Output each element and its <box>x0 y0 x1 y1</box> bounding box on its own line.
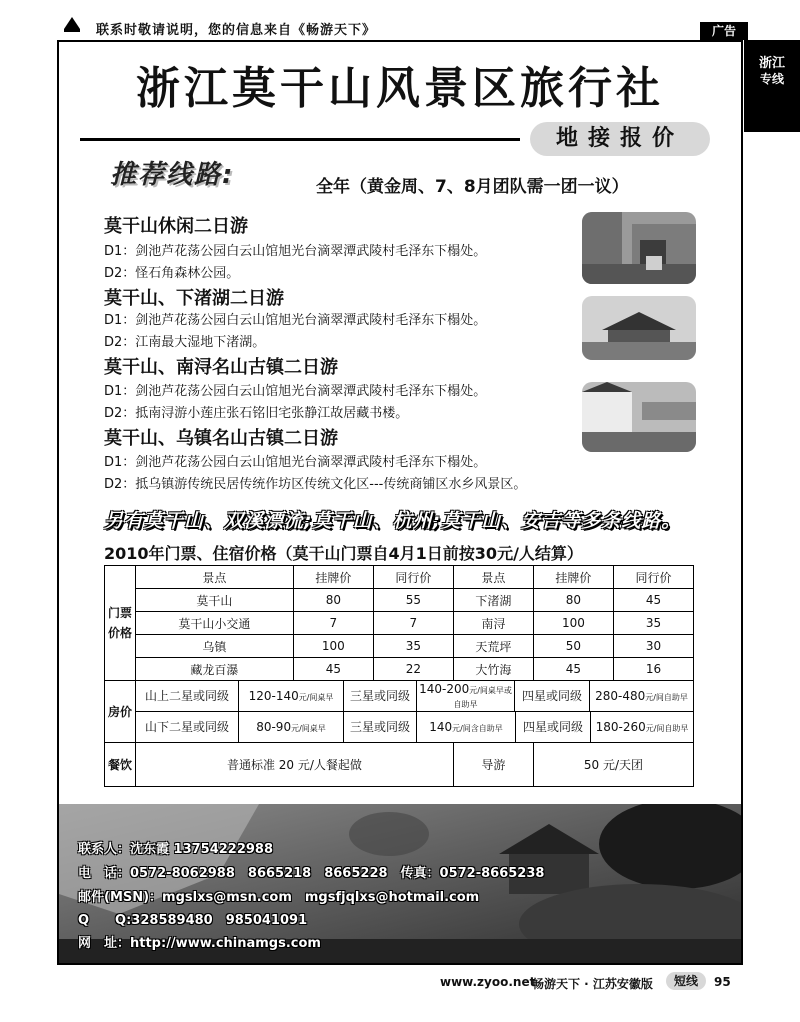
room-price-note: 元/间自助早 <box>645 693 688 702</box>
room-price <box>591 712 693 742</box>
trade-price: 16 <box>613 658 693 681</box>
ad-tag: 广告 <box>700 22 748 40</box>
room-price <box>417 712 516 742</box>
page-number: 95 <box>714 975 731 989</box>
photo-lake-pavilion <box>582 296 696 360</box>
trade-price: 7 <box>373 612 453 635</box>
contact-website: 网 址：http://www.chinamgs.com <box>78 936 321 951</box>
guide-price: 50 元/天团 <box>533 743 693 787</box>
trade-price: 30 <box>613 635 693 658</box>
room-class: 山上二星或同级 <box>136 681 239 711</box>
route-day2: D2：抵乌镇游传统民居传统作坊区传统文化区---传统商铺区水乡风景区。 <box>104 477 527 492</box>
attraction-name: 南浔 <box>453 612 533 635</box>
photo-ancient-well <box>582 212 696 284</box>
column-header: 挂牌价 <box>533 566 613 589</box>
attraction-name: 大竹海 <box>453 658 533 681</box>
route-title: 莫干山、乌镇名山古镇二日游 <box>104 428 338 449</box>
route-day2: D2：怪石角森林公园。 <box>104 266 240 281</box>
price-table <box>104 565 694 787</box>
contact-email: 邮件(MSN)：mgslxs@msn.com mgsfjqlxs@hotmail.com <box>78 890 480 905</box>
room-price-value: 140 <box>429 720 453 734</box>
list-price: 45 <box>533 658 613 681</box>
list-price: 100 <box>293 635 373 658</box>
attraction-name: 天荒坪 <box>453 635 533 658</box>
list-price: 80 <box>293 589 373 612</box>
trade-price: 22 <box>373 658 453 681</box>
section-badge: 短线 <box>666 972 706 990</box>
trade-price: 55 <box>373 589 453 612</box>
side-tab-zhejiang <box>744 40 800 132</box>
list-price: 100 <box>533 612 613 635</box>
table-row <box>105 635 694 658</box>
magazine-url: www.zyoo.net <box>440 975 536 989</box>
room-price-value: 80-90 <box>256 720 292 734</box>
source-note: 联系时敬请说明，您的信息来自《畅游天下》 <box>96 23 377 38</box>
side-tab-line1: 浙江 <box>758 56 785 71</box>
column-header: 挂牌价 <box>293 566 373 589</box>
ticket-category-label: 门票价格 <box>105 566 136 681</box>
room-price <box>239 712 344 742</box>
meal-category-label: 餐饮 <box>105 743 136 787</box>
route-day1: D1：剑池芦花荡公园白云山馆旭光台滴翠潭武陵村毛泽东下榻处。 <box>104 455 487 470</box>
room-price-value: 140-200 <box>419 682 470 696</box>
photo-water-town <box>582 382 696 452</box>
attraction-name: 莫干山小交通 <box>136 612 294 635</box>
room-price-value: 180-260 <box>595 720 646 734</box>
room-price <box>590 681 693 711</box>
route-title: 莫干山、下渚湖二日游 <box>104 288 284 309</box>
contact-qq: Q Q:328589480 985041091 <box>78 913 308 928</box>
room-price-note: 元/间桌早 <box>298 693 334 702</box>
route-day2: D2：江南最大湿地下渚湖。 <box>104 335 266 350</box>
attraction-name: 藏龙百瀑 <box>136 658 294 681</box>
meal-standard: 普通标准 20 元/人餐起做 <box>136 743 454 787</box>
room-price <box>417 681 515 711</box>
route-title: 莫干山、南浔名山古镇二日游 <box>104 357 338 378</box>
route-day1: D1：剑池芦花荡公园白云山馆旭光台滴翠潭武陵村毛泽东下榻处。 <box>104 244 487 259</box>
local-quote-badge: 地接报价 <box>530 122 710 156</box>
room-price-note: 元/间含自助早 <box>452 724 503 733</box>
room-price-note: 元/间桌早或自助早 <box>453 686 512 709</box>
price-table-title: 2010年门票、住宿价格（莫干山门票自4月1日前按30元/人结算） <box>104 544 583 563</box>
column-header: 景点 <box>136 566 294 589</box>
table-row <box>105 681 694 712</box>
more-routes-banner: 另有莫干山、双溪漂流;莫干山、杭州;莫干山、安吉等多条线路。 <box>104 510 682 532</box>
table-row <box>105 612 694 635</box>
route-title: 莫干山休闲二日游 <box>104 216 248 237</box>
room-category-label: 房价 <box>105 681 136 743</box>
room-price-note: 元/间自助早 <box>645 724 689 733</box>
room-class: 四星或同级 <box>515 681 590 711</box>
title-divider <box>80 138 520 141</box>
room-price <box>239 681 344 711</box>
room-class: 四星或同级 <box>516 712 591 742</box>
column-header: 景点 <box>453 566 533 589</box>
room-price-note: 元/间桌早 <box>291 724 326 733</box>
table-row <box>105 743 694 787</box>
room-price-value: 280-480 <box>595 689 646 703</box>
side-tab-line2: 专线 <box>759 72 784 86</box>
season-note: 全年（黄金周、7、8月团队需一团一议） <box>316 177 629 197</box>
publication-name: 畅游天下 · 江苏安徽版 <box>532 977 653 991</box>
list-price: 7 <box>293 612 373 635</box>
list-price: 50 <box>533 635 613 658</box>
room-row-2 <box>136 712 694 743</box>
room-class: 三星或同级 <box>344 712 417 742</box>
list-price: 80 <box>533 589 613 612</box>
trade-price: 45 <box>613 589 693 612</box>
attraction-name: 莫干山 <box>136 589 294 612</box>
column-header: 同行价 <box>613 566 693 589</box>
list-price: 45 <box>293 658 373 681</box>
top-bar <box>0 0 800 40</box>
table-row <box>105 589 694 612</box>
magazine-logo-icon <box>62 14 82 34</box>
guide-label: 导游 <box>453 743 533 787</box>
routes-heading: 推荐线路: <box>110 160 235 190</box>
room-class: 三星或同级 <box>344 681 417 711</box>
attraction-name: 乌镇 <box>136 635 294 658</box>
room-row-1 <box>136 681 694 712</box>
table-row <box>105 658 694 681</box>
route-day1: D1：剑池芦花荡公园白云山馆旭光台滴翠潭武陵村毛泽东下榻处。 <box>104 384 487 399</box>
route-day1: D1：剑池芦花荡公园白云山馆旭光台滴翠潭武陵村毛泽东下榻处。 <box>104 313 487 328</box>
contact-person: 联系人：沈东霞 13754222988 <box>78 842 274 857</box>
room-class: 山下二星或同级 <box>136 712 239 742</box>
trade-price: 35 <box>373 635 453 658</box>
page-title: 浙江莫干山风景区旅行社 <box>136 63 664 114</box>
attraction-name: 下渚湖 <box>453 589 533 612</box>
table-row <box>105 712 694 743</box>
table-row <box>105 566 694 589</box>
trade-price: 35 <box>613 612 693 635</box>
route-day2: D2：抵南浔游小莲庄张石铭旧宅张静江故居藏书楼。 <box>104 406 409 421</box>
room-price-value: 120-140 <box>248 689 299 703</box>
column-header: 同行价 <box>373 566 453 589</box>
contact-phone: 电 话：0572-8062988 8665218 8665228 传真：0572-8665238 <box>78 866 545 881</box>
